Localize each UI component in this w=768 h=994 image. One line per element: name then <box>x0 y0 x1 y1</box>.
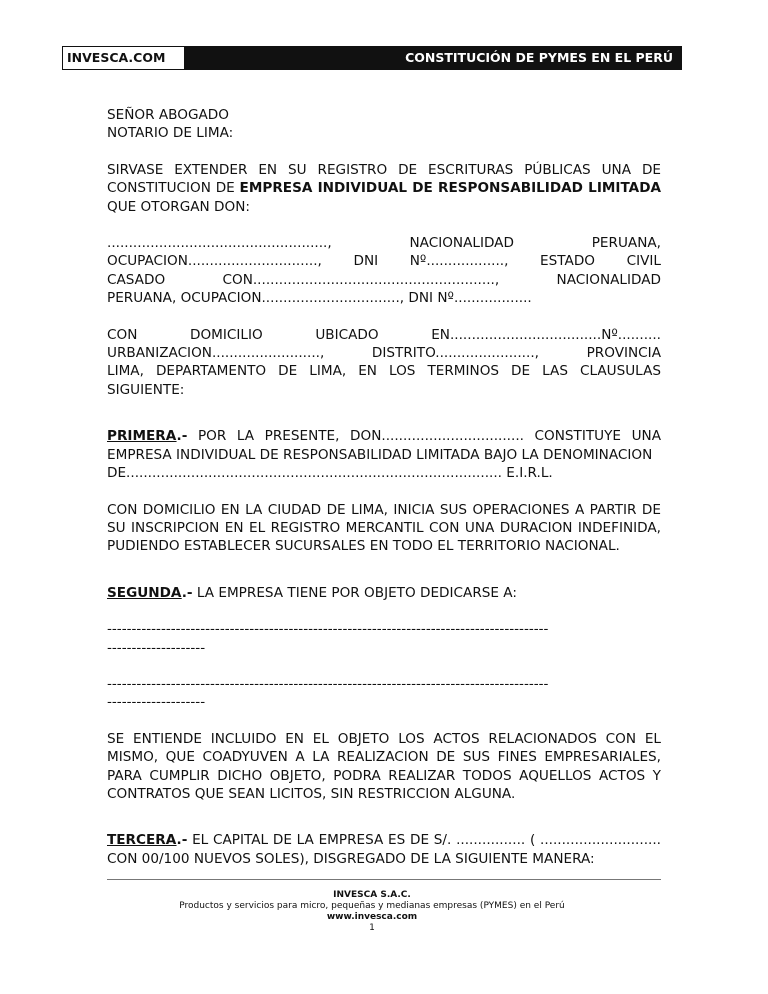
header-site-name: INVESCA.COM <box>63 47 185 69</box>
intro-text-c: QUE OTORGAN DON: <box>107 198 250 215</box>
addressee-line-1: SEÑOR ABOGADO <box>107 107 229 123</box>
intro-text-a: SIRVASE EXTENDER EN SU REGISTRO DE ESCRITURAS PÚBLICAS UNA DE CONSTITUCION DE <box>107 161 661 197</box>
clause-primera <box>107 427 661 464</box>
clause-segunda-sep: .- <box>181 584 193 601</box>
document-body <box>107 106 661 868</box>
clause-tercera-heading: TERCERA <box>107 832 177 849</box>
footer-tagline: Productos y servicios para micro, pequeñas y medianas empresas (PYMES) en el Perú <box>179 901 565 911</box>
clause-segunda-heading: SEGUNDA <box>107 584 182 601</box>
clause-segunda-text: LA EMPRESA TIENE POR OBJETO DEDICARSE A: <box>192 584 517 601</box>
clause-segunda-scope: SE ENTIENDE INCLUIDO EN EL OBJETO LOS ACTOS RELACIONADOS CON EL MISMO, QUE COADYUVEN A LA REALIZACION DE SUS FINES EMPRESARIALES, PARA CUMPLIR DICHO OBJETO, PODRA REALIZAR TODOS AQUELLOS ACTOS Y CONTRATOS QUE SEAN LICITOS, SIN RESTRICCION ALGUNA. <box>107 730 661 802</box>
clause-tercera-text: EL CAPITAL DE LA EMPRESA ES DE S/. ................ ( ............................ CON 00/100 NUEVOS SOLES), DISGREGADO DE LA SIGUIENTE MANERA: <box>107 832 661 867</box>
footer-website: www.invesca.com <box>326 912 418 922</box>
clause-primera-heading: PRIMERA <box>107 428 177 445</box>
clause-primera-text: POR LA PRESENTE, DON................................. CONSTITUYE UNA EMPRESA INDIVIDUAL DE RESPONSABILIDAD LIMITADA BAJO LA DENOMINACION <box>107 428 661 463</box>
clause-tercera <box>107 831 661 868</box>
clause-primera-sep: .- <box>176 428 188 445</box>
domicile-line-2: URBANIZACION........................., DISTRITO......................., PROVINCIA <box>107 345 661 362</box>
addressee-line-2: NOTARIO DE LIMA: <box>107 125 234 142</box>
clause-tercera-sep: .- <box>176 832 188 849</box>
object-blank-line-1: ------------------------------------------------------------------------------------------ <box>107 621 549 638</box>
clause-segunda <box>107 584 661 602</box>
intro-company-type: EMPRESA INDIVIDUAL DE RESPONSABILIDAD LIMITADA <box>239 180 661 197</box>
domicile-line-3: LIMA, DEPARTAMENTO DE LIMA, EN LOS TERMINOS DE LAS CLAUSULAS SIGUIENTE: <box>107 363 661 398</box>
grantor-line-2: OCUPACION.............................., DNI Nº.................., ESTADO CIVIL <box>107 253 661 270</box>
intro-paragraph <box>107 161 661 216</box>
footer-company: INVESCA S.A.C. <box>333 890 411 900</box>
domicile-line-1: CON DOMICILIO UBICADO EN...................................Nº.......... <box>107 326 661 343</box>
header-document-title: CONSTITUCIÓN DE PYMES EN EL PERÚ <box>185 47 681 69</box>
clause-primera-domicile: CON DOMICILIO EN LA CIUDAD DE LIMA, INICIA SUS OPERACIONES A PARTIR DE SU INSCRIPCION EN EL REGISTRO MERCANTIL CON UNA DURACION INDEFINIDA, PUDIENDO ESTABLECER SUCURSALES EN TODO EL TERRITORIO NACIONAL. <box>107 501 661 555</box>
footer-divider <box>107 879 661 880</box>
grantor-line-4: PERUANA, OCUPACION................................, DNI Nº.................. <box>107 290 532 307</box>
object-blank-line-2b: -------------------- <box>107 694 206 711</box>
object-blank-line-2: ------------------------------------------------------------------------------------------ <box>107 675 549 692</box>
object-blank-line-1b: -------------------- <box>107 639 206 656</box>
footer-page-number: 1 <box>369 923 375 933</box>
grantor-line-1: ..................................................., NACIONALIDAD PERUANA, <box>107 235 661 252</box>
grantor-line-3: CASADO CON........................................................, NACIONALIDAD <box>107 271 661 288</box>
page-footer <box>62 890 682 934</box>
clause-primera-denomination: DE....................................................................................... E.I.R.L. <box>107 465 553 482</box>
page-header <box>62 46 682 70</box>
